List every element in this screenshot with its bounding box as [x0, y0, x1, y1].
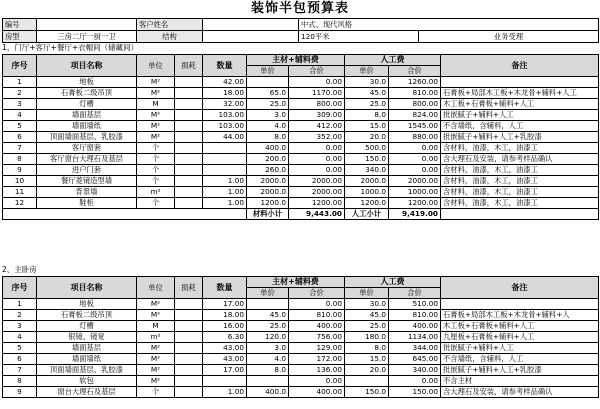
- row-loss: [175, 387, 203, 398]
- row-labor-price: 15.0: [345, 121, 389, 132]
- row-qty: 103.00: [203, 121, 247, 132]
- row-labor-price: 15.0: [345, 354, 389, 365]
- row-unit: M²: [137, 343, 175, 354]
- row-material-total: 756.00: [289, 332, 345, 343]
- row-unit: 个: [137, 176, 175, 187]
- row-material-total: 309.00: [289, 110, 345, 121]
- row-material-total: 412.00: [289, 121, 345, 132]
- business-label: 业务受理: [419, 31, 599, 43]
- row-seq: 9: [3, 165, 37, 176]
- row-material-price: 2000.0: [247, 176, 289, 187]
- row-qty: [203, 143, 247, 154]
- row-remark: 含材料，油漆，木工，油漆工: [441, 198, 599, 209]
- row-labor-price: 8.0: [345, 110, 389, 121]
- row-labor-price: 340.0: [345, 165, 389, 176]
- row-material-price: 8.0: [247, 365, 289, 376]
- row-remark: 批嵌腻子+辅料+人工: [441, 343, 599, 354]
- row-loss: [175, 187, 203, 198]
- row-labor-price: 20.0: [345, 365, 389, 376]
- table-row: [3, 354, 599, 365]
- row-qty: 18.00: [203, 88, 247, 99]
- section-1-title: 1、门厅+客厅+餐厅+衣帽间（储藏间）: [2, 43, 139, 52]
- row-material-price: 25.0: [247, 99, 289, 110]
- row-seq: 12: [3, 198, 37, 209]
- header-labor-group: 人工费: [345, 277, 441, 288]
- row-loss: [175, 88, 203, 99]
- row-labor-total: 810.00: [389, 310, 441, 321]
- row-loss: [175, 165, 203, 176]
- row-name: 背景墙: [37, 187, 137, 198]
- row-seq: 3: [3, 321, 37, 332]
- row-material-total: 0.00: [289, 154, 345, 165]
- row-labor-price: [345, 376, 389, 387]
- row-qty: 32.00: [203, 99, 247, 110]
- row-labor-price: 20.0: [345, 132, 389, 143]
- row-seq: 6: [3, 354, 37, 365]
- labor-subtotal-label: 人工小计: [345, 209, 389, 220]
- structure-label: 结构: [137, 31, 203, 43]
- row-material-total: 172.00: [289, 354, 345, 365]
- row-remark: 木工板+石膏板+辅料+人工: [441, 321, 599, 332]
- row-loss: [175, 365, 203, 376]
- row-remark: 不含主材: [441, 376, 599, 387]
- row-material-total: 129.00: [289, 343, 345, 354]
- row-labor-price: 45.0: [345, 88, 389, 99]
- sheet-title: 装饰半包预算表: [250, 1, 349, 16]
- row-labor-total: 1200.00: [389, 198, 441, 209]
- row-qty: 1.00: [203, 387, 247, 398]
- header-material-price: 单价: [247, 288, 289, 299]
- header-remark: 备注: [441, 277, 599, 299]
- row-unit: 个: [137, 165, 175, 176]
- row-unit: 个: [137, 154, 175, 165]
- row-name: 软包: [37, 376, 137, 387]
- row-unit: 个: [137, 387, 175, 398]
- header-material-group: 主材+辅料费: [247, 277, 345, 288]
- row-qty: 1.00: [203, 187, 247, 198]
- row-remark: 含大理石及安装，请参考样品确认: [441, 387, 599, 398]
- row-remark: 批嵌腻子+辅料+人工+乳胶漆: [441, 132, 599, 143]
- structure-value: [203, 31, 299, 43]
- header-labor-group: 人工费: [345, 55, 441, 66]
- row-labor-price: 25.0: [345, 321, 389, 332]
- table-row: [3, 321, 599, 332]
- row-unit: 个: [137, 143, 175, 154]
- row-material-total: 2000.00: [289, 176, 345, 187]
- row-labor-price: 1000.0: [345, 187, 389, 198]
- table-row: [3, 376, 599, 387]
- row-material-total: 1200.00: [289, 198, 345, 209]
- row-qty: [203, 165, 247, 176]
- row-material-price: 2000.0: [247, 187, 289, 198]
- row-labor-total: 0.00: [389, 165, 441, 176]
- row-qty: 6.30: [203, 332, 247, 343]
- row-material-price: 45.0: [247, 310, 289, 321]
- row-material-total: 2000.00: [289, 187, 345, 198]
- header-material-group: 主材+辅料费: [247, 55, 345, 66]
- header-material-total: 合价: [289, 288, 345, 299]
- row-remark: 九厘板+石膏板+辅料+人工: [441, 332, 599, 343]
- row-labor-price: 180.0: [345, 332, 389, 343]
- client-value: [203, 19, 299, 31]
- table-row: [3, 198, 599, 209]
- section-2-title: 2、主卧房: [2, 265, 37, 274]
- row-material-total: 1170.00: [289, 88, 345, 99]
- row-remark: 含大理石及安装，请参考样品确认: [441, 154, 599, 165]
- row-unit: M²: [137, 110, 175, 121]
- header-qty: 数量: [203, 277, 247, 299]
- header-name: 项目名称: [37, 277, 137, 299]
- row-labor-total: 0.00: [389, 143, 441, 154]
- row-loss: [175, 299, 203, 310]
- row-labor-total: 2000.00: [389, 176, 441, 187]
- row-material-total: 0.00: [289, 299, 345, 310]
- table-row: [3, 143, 599, 154]
- row-seq: 9: [3, 387, 37, 398]
- row-material-price: 3.0: [247, 110, 289, 121]
- row-unit: m²: [137, 332, 175, 343]
- table-row: [3, 165, 599, 176]
- row-qty: 103.00: [203, 110, 247, 121]
- header-labor-price: 单价: [345, 288, 389, 299]
- row-material-price: 25.0: [247, 321, 289, 332]
- row-material-price: [247, 299, 289, 310]
- material-subtotal-label: 材料小计: [247, 209, 289, 220]
- row-labor-total: 645.00: [389, 354, 441, 365]
- row-name: 客厅窗台大理石及基层: [37, 154, 137, 165]
- row-labor-price: 1200.0: [345, 198, 389, 209]
- row-name: 顶面墙面基层、乳胶漆: [37, 365, 137, 376]
- header-loss: 损耗: [175, 277, 203, 299]
- header-unit: 单位: [137, 277, 175, 299]
- table-row: [3, 88, 599, 99]
- table-row: [3, 387, 599, 398]
- row-seq: 1: [3, 77, 37, 88]
- row-labor-price: 30.0: [345, 299, 389, 310]
- number-label: 编号: [3, 19, 37, 31]
- header-remark: 备注: [441, 55, 599, 77]
- row-remark: 批嵌腻子+辅料+人工: [441, 110, 599, 121]
- row-material-price: 400.0: [247, 387, 289, 398]
- row-seq: 2: [3, 310, 37, 321]
- header-name: 项目名称: [37, 55, 137, 77]
- row-labor-total: 0.00: [389, 154, 441, 165]
- table-row: [3, 132, 599, 143]
- row-name: 银镜、镜宽: [37, 332, 137, 343]
- style-value: 中式、现代风格: [299, 19, 599, 31]
- row-loss: [175, 376, 203, 387]
- row-name: 墙面基层: [37, 343, 137, 354]
- row-qty: [203, 376, 247, 387]
- row-loss: [175, 143, 203, 154]
- table-row: [3, 176, 599, 187]
- table-row: [3, 121, 599, 132]
- table-row: [3, 99, 599, 110]
- row-name: 窗台大理石及基层: [37, 387, 137, 398]
- row-material-total: 0.00: [289, 165, 345, 176]
- row-labor-price: 25.0: [345, 99, 389, 110]
- row-material-price: 120.0: [247, 332, 289, 343]
- row-labor-total: 1260.00: [389, 77, 441, 88]
- table-row: [3, 365, 599, 376]
- row-seq: 4: [3, 110, 37, 121]
- table-row: [3, 110, 599, 121]
- room-type-value: 三房二厅一厨一卫: [37, 31, 137, 43]
- row-unit: 个: [137, 198, 175, 209]
- row-remark: 石膏板+局部木工板+木龙骨+辅料+人工: [441, 88, 599, 99]
- row-remark: 含材料，油漆，木工，油漆工: [441, 176, 599, 187]
- row-material-total: 400.00: [289, 321, 345, 332]
- row-labor-price: 8.0: [345, 343, 389, 354]
- row-name: 石膏板二级吊顶: [37, 88, 137, 99]
- row-seq: 6: [3, 132, 37, 143]
- row-loss: [175, 198, 203, 209]
- row-qty: 1.00: [203, 176, 247, 187]
- area-value: 120平米: [299, 31, 419, 43]
- row-labor-total: 344.00: [389, 343, 441, 354]
- row-remark: 含材料，油漆，木工，油漆工: [441, 143, 599, 154]
- row-seq: 11: [3, 187, 37, 198]
- row-remark: 含材料，油漆，木工，油漆工: [441, 165, 599, 176]
- row-seq: 4: [3, 332, 37, 343]
- row-seq: 8: [3, 376, 37, 387]
- row-name: 石膏板二级吊顶: [37, 310, 137, 321]
- row-material-total: 136.00: [289, 365, 345, 376]
- number-value: [37, 19, 137, 31]
- row-material-price: 4.0: [247, 121, 289, 132]
- row-unit: M²: [137, 121, 175, 132]
- header-labor-price: 单价: [345, 66, 389, 77]
- row-unit: M²: [137, 77, 175, 88]
- row-material-price: 260.0: [247, 165, 289, 176]
- row-name: 鞋柜: [37, 198, 137, 209]
- row-labor-total: 510.00: [389, 299, 441, 310]
- row-material-price: 4.0: [247, 354, 289, 365]
- row-seq: 1: [3, 299, 37, 310]
- row-loss: [175, 310, 203, 321]
- table-row: [3, 332, 599, 343]
- row-qty: 1.00: [203, 198, 247, 209]
- row-material-price: 8.0: [247, 132, 289, 143]
- table-row: [3, 343, 599, 354]
- row-unit: M²: [137, 132, 175, 143]
- header-unit: 单位: [137, 55, 175, 77]
- row-labor-total: 1134.00: [389, 332, 441, 343]
- row-material-total: 800.00: [289, 99, 345, 110]
- room-type-label: 房型: [3, 31, 37, 43]
- row-remark: [441, 77, 599, 88]
- row-name: 墙面基层: [37, 110, 137, 121]
- section-2-table: [2, 276, 599, 398]
- row-loss: [175, 99, 203, 110]
- table-row: [3, 299, 599, 310]
- info-table: [2, 18, 599, 43]
- header-seq: 序号: [3, 277, 37, 299]
- row-qty: 43.00: [203, 343, 247, 354]
- row-labor-total: 150.00: [389, 387, 441, 398]
- row-name: 顶面墙面基层、乳胶漆: [37, 132, 137, 143]
- row-labor-price: 45.0: [345, 310, 389, 321]
- row-remark: 石膏板+局部木工板+木龙骨+辅料+人: [441, 310, 599, 321]
- header-labor-total: 合价: [389, 66, 441, 77]
- row-name: 墙面墙纸: [37, 354, 137, 365]
- row-labor-price: 500.0: [345, 143, 389, 154]
- row-labor-price: 150.0: [345, 154, 389, 165]
- row-unit: M: [137, 321, 175, 332]
- row-seq: 7: [3, 143, 37, 154]
- row-loss: [175, 132, 203, 143]
- row-name: 餐厅菱镜造型墙: [37, 176, 137, 187]
- row-name: 灯槽: [37, 321, 137, 332]
- header-seq: 序号: [3, 55, 37, 77]
- row-name: 墙面墙纸: [37, 121, 137, 132]
- row-material-price: [247, 376, 289, 387]
- row-labor-total: 1000.00: [389, 187, 441, 198]
- row-loss: [175, 77, 203, 88]
- client-label: 客户姓名: [137, 19, 203, 31]
- row-seq: 8: [3, 154, 37, 165]
- row-labor-total: 880.00: [389, 132, 441, 143]
- labor-subtotal-value: 9,419.00: [389, 209, 441, 220]
- table-row: [3, 310, 599, 321]
- row-unit: M²: [137, 354, 175, 365]
- row-unit: M: [137, 99, 175, 110]
- subtotal-remark: [441, 209, 599, 220]
- row-loss: [175, 176, 203, 187]
- row-material-total: 400.00: [289, 387, 345, 398]
- subtotal-spacer: [3, 209, 247, 220]
- material-subtotal-value: 9,443.00: [289, 209, 345, 220]
- header-material-total: 合价: [289, 66, 345, 77]
- row-qty: 44.00: [203, 132, 247, 143]
- header-qty: 数量: [203, 55, 247, 77]
- row-labor-total: 1545.00: [389, 121, 441, 132]
- row-loss: [175, 354, 203, 365]
- row-remark: 不含墙纸，含辅料，人工: [441, 354, 599, 365]
- row-seq: 10: [3, 176, 37, 187]
- row-loss: [175, 321, 203, 332]
- row-unit: m²: [137, 187, 175, 198]
- row-loss: [175, 121, 203, 132]
- header-labor-total: 合价: [389, 288, 441, 299]
- row-qty: [203, 154, 247, 165]
- row-labor-total: 824.00: [389, 110, 441, 121]
- row-loss: [175, 110, 203, 121]
- row-qty: 18.00: [203, 310, 247, 321]
- row-material-price: 65.0: [247, 88, 289, 99]
- row-seq: 5: [3, 121, 37, 132]
- row-seq: 5: [3, 343, 37, 354]
- row-material-price: 200.0: [247, 154, 289, 165]
- row-name: 进户门套: [37, 165, 137, 176]
- row-unit: M²: [137, 365, 175, 376]
- row-labor-total: 400.00: [389, 321, 441, 332]
- row-name: 灯槽: [37, 99, 137, 110]
- row-material-price: 400.0: [247, 143, 289, 154]
- row-qty: 16.00: [203, 321, 247, 332]
- row-qty: 42.00: [203, 77, 247, 88]
- row-qty: 17.00: [203, 365, 247, 376]
- row-remark: [441, 299, 599, 310]
- row-name: 地板: [37, 299, 137, 310]
- row-remark: 不含墙纸，含辅料，人工: [441, 121, 599, 132]
- row-unit: M²: [137, 88, 175, 99]
- header-loss: 损耗: [175, 55, 203, 77]
- table-row: [3, 187, 599, 198]
- table-row: [3, 77, 599, 88]
- row-labor-total: 800.00: [389, 99, 441, 110]
- row-labor-total: 0.00: [389, 376, 441, 387]
- row-unit: M²: [137, 376, 175, 387]
- section-1-table: [2, 54, 599, 220]
- row-material-total: 0.00: [289, 376, 345, 387]
- row-material-total: 0.00: [289, 77, 345, 88]
- row-labor-price: 30.0: [345, 77, 389, 88]
- row-remark: 木工板+石膏板+辅料+人工: [441, 99, 599, 110]
- row-labor-total: 810.00: [389, 88, 441, 99]
- row-unit: M²: [137, 299, 175, 310]
- row-material-price: 1200.0: [247, 198, 289, 209]
- row-material-total: 810.00: [289, 310, 345, 321]
- row-seq: 7: [3, 365, 37, 376]
- row-labor-price: 2000.0: [345, 176, 389, 187]
- row-name: 地板: [37, 77, 137, 88]
- row-loss: [175, 343, 203, 354]
- row-loss: [175, 154, 203, 165]
- row-name: 客厅窗套: [37, 143, 137, 154]
- row-material-price: 3.0: [247, 343, 289, 354]
- row-labor-total: 340.00: [389, 365, 441, 376]
- row-qty: 17.00: [203, 299, 247, 310]
- row-material-price: [247, 77, 289, 88]
- row-material-total: 0.00: [289, 143, 345, 154]
- row-loss: [175, 332, 203, 343]
- row-seq: 3: [3, 99, 37, 110]
- row-qty: 43.00: [203, 354, 247, 365]
- row-labor-price: 150.0: [345, 387, 389, 398]
- header-material-price: 单价: [247, 66, 289, 77]
- row-material-total: 352.00: [289, 132, 345, 143]
- row-seq: 2: [3, 88, 37, 99]
- row-remark: 批嵌腻子+辅料+人工+乳胶漆: [441, 365, 599, 376]
- row-unit: M²: [137, 310, 175, 321]
- row-remark: 含材料，油漆，木工，油漆工: [441, 187, 599, 198]
- table-row: [3, 154, 599, 165]
